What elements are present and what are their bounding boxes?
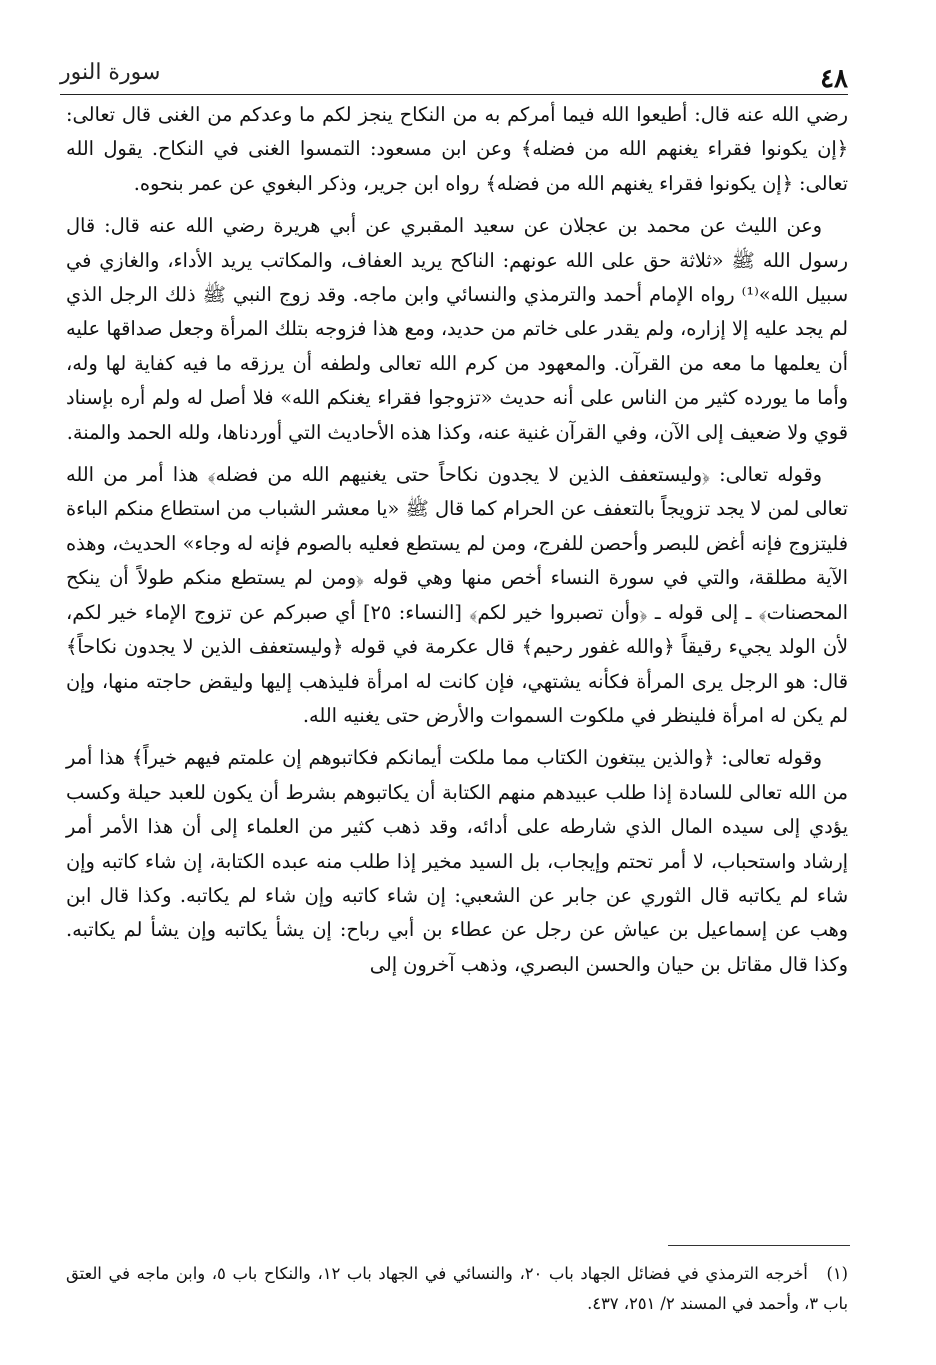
surah-title: سورة النور	[60, 60, 161, 85]
footnotes	[66, 1259, 848, 1319]
paragraph: وقوله تعالى: ﴿وليستعفف الذين لا يجدون نكاحاً حتى يغنيهم الله من فضله﴾ هذا أمر من الله تعالى لمن لا يجد تزويجاً بالتعفف عن الحرام كما قال ﷺ «يا معشر الشباب من استطاع منكم الباءة فليتزوج فإنه أغض للبصر وأحصن للفرج، ومن لم يستطع فعليه بالصوم فإنه له وجاء» الحديث، وهذه الآية مطلقة، والتي في سورة النساء أخص منها وهي قوله ﴿ومن لم يستطع منكم طولاً أن ينكح المحصنات﴾ ـ إلى قوله ـ ﴿وأن تصبروا خير لكم﴾ [النساء: ٢٥] أي صبركم عن تزوج الإماء خير لكم، لأن الولد يجيء رقيقاً ﴿والله غفور رحيم﴾ قال عكرمة في قوله ﴿وليستعفف الذين لا يجدون نكاحاً﴾ قال: هو الرجل يرى المرأة فكأنه يشتهي، فإن كانت له امرأة فليذهب إليها وليقض حاجته منها، وإن لم يكن له امرأة فلينظر في ملكوت السموات والأرض حتى يغنيه الله.	[66, 463, 848, 727]
footnote-number: (١)	[826, 1264, 848, 1283]
main-text	[66, 98, 848, 990]
footnote	[66, 1259, 848, 1319]
paragraph: وعن الليث عن محمد بن عجلان عن سعيد المقبري عن أبي هريرة رضي الله عنه قال: قال رسول الله ﷺ «ثلاثة حق على الله عونهم: الناكح يريد العفاف، والمكاتب يريد الأداء، والغازي في سبيل الله»⁽¹⁾ رواه الإمام أحمد والترمذي والنسائي وابن ماجه. وقد زوج النبي ﷺ ذلك الرجل الذي لم يجد عليه إلا إزاره، ولم يقدر على خاتم من حديد، ومع هذا فزوجه بتلك المرأة وجعل صداقها عليه أن يعلمها ما معه من القرآن. والمعهود من كرم الله تعالى ولطفه أن يرزقه ما فيه كفاية لها وله، وأما ما يورده كثير من الناس على أنه حديث «تزوجوا فقراء يغنكم الله» فلا أصل له ولم أره بإسناد قوي ولا ضعيف إلى الآن، وفي القرآن غنية عنه، وكذا هذه الأحاديث التي أوردناها، ولله الحمد والمنة.	[66, 214, 848, 444]
footnote-divider	[668, 1245, 850, 1246]
page-header	[60, 56, 848, 95]
footnote-text: أخرجه الترمذي في فضائل الجهاد باب ٢٠، والنسائي في الجهاد باب ١٢، والنكاح باب ٥، وابن ماجه في العتق باب ٣، وأحمد في المسند ٢/ ٢٥١، ٤٣٧.	[66, 1264, 848, 1313]
paragraph: رضي الله عنه قال: أطيعوا الله فيما أمركم به من النكاح ينجز لكم ما وعدكم من الغنى قال تعالى: ﴿إن يكونوا فقراء يغنهم الله من فضله﴾ وعن ابن مسعود: التمسوا الغنى في النكاح. يقول الله تعالى: ﴿إن يكونوا فقراء يغنهم الله من فضله﴾ رواه ابن جرير، وذكر البغوي عن عمر بنحوه.	[66, 103, 848, 195]
page-number: ٤٨	[820, 64, 848, 94]
paragraph: وقوله تعالى: ﴿والذين يبتغون الكتاب مما ملكت أيمانكم فكاتبوهم إن علمتم فيهم خيراً﴾ هذا أمر من الله تعالى للسادة إذا طلب عبيدهم منهم الكتابة أن يكاتبوهم بشرط أن يكون للعبد حيلة وكسب يؤدي إلى سيده المال الذي شارطه على أدائه، وقد ذهب كثير من العلماء إلى أن هذا الأمر أمر إرشاد واستحباب، لا أمر تحتم وإيجاب، بل السيد مخير إذا طلب منه عبده الكتابة، إن شاء كاتبه وإن شاء لم يكاتبه قال الثوري عن جابر عن الشعبي: إن شاء كاتبه وإن شاء لم يكاتبه. وكذا قال ابن وهب عن إسماعيل بن عياش عن رجل عن عطاء بن أبي رباح: إن يشأ يكاتبه وإن يشأ لم يكاتبه. وكذا قال مقاتل بن حيان والحسن البصري، وذهب آخرون إلى	[66, 746, 848, 976]
